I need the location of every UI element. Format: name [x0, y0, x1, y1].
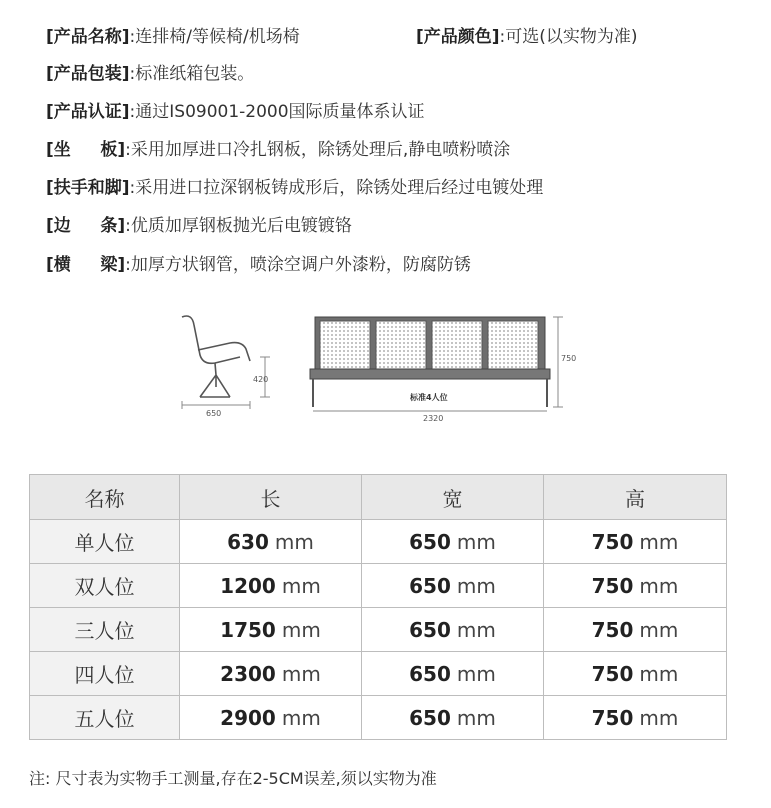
spec-label: [横 梁] — [46, 255, 126, 275]
spec-value: :连排椅/等候椅/机场椅 — [129, 27, 300, 47]
spec-label: [产品颜色] — [416, 27, 500, 47]
table-row — [30, 652, 727, 696]
row-width: 650 mm — [362, 696, 544, 740]
spec-crossbeam — [46, 254, 471, 276]
front-height-label: 750 — [561, 354, 577, 363]
row-height: 750 mm — [544, 696, 727, 740]
row-name: 五人位 — [30, 696, 180, 740]
spec-value: :可选(以实物为准) — [499, 27, 638, 47]
spec-label: [产品认证] — [46, 102, 130, 122]
row-width: 650 mm — [362, 520, 544, 564]
row-name: 四人位 — [30, 652, 180, 696]
row-name: 双人位 — [30, 564, 180, 608]
row-name: 三人位 — [30, 608, 180, 652]
table-row — [30, 520, 727, 564]
side-view — [182, 316, 250, 397]
row-length: 630 mm — [180, 520, 362, 564]
spec-value: :标准纸箱包装。 — [129, 64, 255, 84]
header-width: 宽 — [362, 475, 544, 520]
chair-dimension-diagram — [170, 305, 590, 430]
header-height: 高 — [544, 475, 727, 520]
header-name: 名称 — [30, 475, 180, 520]
side-width-label: 650 — [206, 409, 222, 418]
spec-value: :采用进口拉深钢板铸成形后，除锈处理后经过电镀处理 — [129, 178, 544, 198]
row-name: 单人位 — [30, 520, 180, 564]
row-length: 1750 mm — [180, 608, 362, 652]
spec-product-name — [46, 26, 300, 48]
dimension-table — [29, 474, 727, 740]
header-length: 长 — [180, 475, 362, 520]
row-height: 750 mm — [544, 520, 727, 564]
spec-value: :通过IS09001-2000国际质量体系认证 — [129, 102, 425, 122]
spec-value: :优质加厚钢板抛光后电镀镀铬 — [125, 216, 352, 236]
row-width: 650 mm — [362, 564, 544, 608]
spec-edge-strip — [46, 215, 352, 237]
spec-seat-board — [46, 139, 510, 161]
row-length: 2900 mm — [180, 696, 362, 740]
footnote: 注: 尺寸表为实物手工测量,存在2-5CM误差,须以实物为准 — [29, 769, 437, 788]
spec-packaging — [46, 63, 254, 85]
spec-label: [坐 板] — [46, 140, 126, 160]
row-height: 750 mm — [544, 564, 727, 608]
spec-label: [扶手和脚] — [46, 178, 130, 198]
table-row — [30, 696, 727, 740]
row-length: 2300 mm — [180, 652, 362, 696]
row-length: 1200 mm — [180, 564, 362, 608]
seat-height-label: 420 — [253, 375, 269, 384]
spec-label: [边 条] — [46, 216, 126, 236]
row-width: 650 mm — [362, 652, 544, 696]
spec-value: :加厚方状钢管，喷涂空调户外漆粉，防腐防锈 — [125, 255, 471, 275]
row-width: 650 mm — [362, 608, 544, 652]
front-width-label: 2320 — [423, 414, 444, 423]
spec-label: [产品包装] — [46, 64, 130, 84]
spec-armrest-legs — [46, 177, 543, 199]
table-row — [30, 608, 727, 652]
spec-certification — [46, 101, 425, 123]
row-height: 750 mm — [544, 608, 727, 652]
table-header-row — [30, 475, 727, 520]
front-caption: 标准4人位 — [410, 393, 448, 402]
table-row — [30, 564, 727, 608]
spec-product-color — [416, 26, 638, 48]
spec-label: [产品名称] — [46, 27, 130, 47]
spec-value: :采用加厚进口冷扎钢板，除锈处理后,静电喷粉喷涂 — [125, 140, 511, 160]
row-height: 750 mm — [544, 652, 727, 696]
